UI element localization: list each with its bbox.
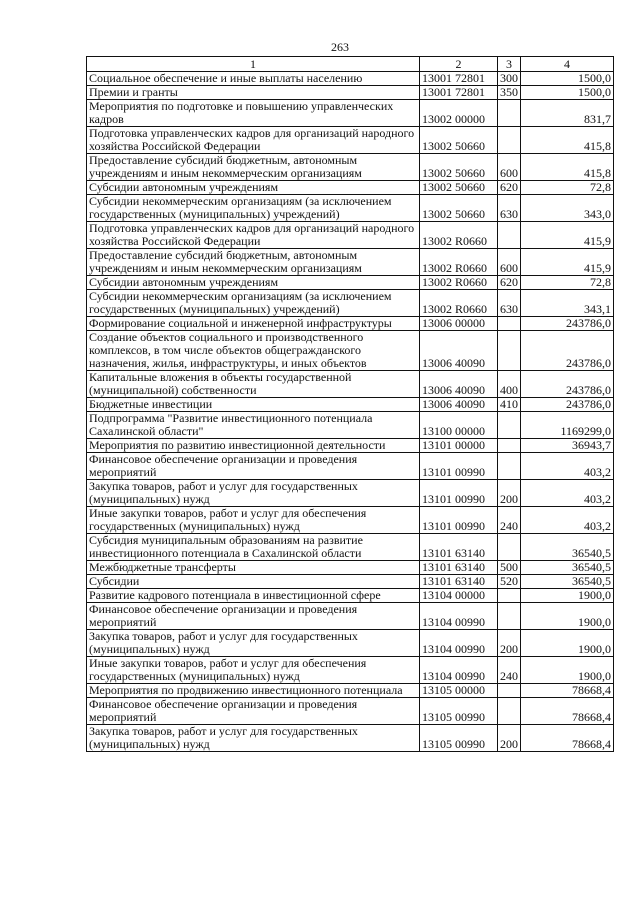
table-row — [87, 480, 614, 507]
row-name: Финансовое обеспечение организации и проведения мероприятий — [87, 603, 420, 630]
table-row — [87, 72, 614, 86]
table-row — [87, 561, 614, 575]
row-amount: 1900,0 — [521, 589, 614, 603]
row-amount: 1500,0 — [521, 86, 614, 100]
row-type: 200 — [498, 480, 521, 507]
row-amount: 415,8 — [521, 154, 614, 181]
row-name: Закупка товаров, работ и услуг для государственных (муниципальных) нужд — [87, 630, 420, 657]
row-name: Подготовка управленческих кадров для организаций народного хозяйства Российской Федерации — [87, 222, 420, 249]
row-code: 13006 40090 — [420, 398, 498, 412]
row-code: 13104 00990 — [420, 603, 498, 630]
row-type — [498, 589, 521, 603]
table-row — [87, 276, 614, 290]
row-code: 13006 00000 — [420, 317, 498, 331]
header-column-4: 4 — [521, 57, 614, 72]
row-type — [498, 127, 521, 154]
row-type — [498, 698, 521, 725]
row-code: 13001 72801 — [420, 86, 498, 100]
row-type: 620 — [498, 276, 521, 290]
header-column-2: 2 — [420, 57, 498, 72]
row-amount: 403,2 — [521, 480, 614, 507]
row-amount: 78668,4 — [521, 684, 614, 698]
row-code: 13101 00990 — [420, 453, 498, 480]
row-type — [498, 331, 521, 371]
row-amount: 1900,0 — [521, 657, 614, 684]
row-type: 350 — [498, 86, 521, 100]
row-type — [498, 684, 521, 698]
header-row — [87, 57, 614, 72]
row-name: Формирование социальной и инженерной инфраструктуры — [87, 317, 420, 331]
row-type: 600 — [498, 154, 521, 181]
table-row — [87, 575, 614, 589]
row-name: Иные закупки товаров, работ и услуг для обеспечения государственных (муниципальных) нужд — [87, 507, 420, 534]
table-row — [87, 181, 614, 195]
row-amount: 403,2 — [521, 507, 614, 534]
row-name: Закупка товаров, работ и услуг для государственных (муниципальных) нужд — [87, 480, 420, 507]
row-type: 620 — [498, 181, 521, 195]
row-code: 13101 00990 — [420, 480, 498, 507]
row-name: Закупка товаров, работ и услуг для государственных (муниципальных) нужд — [87, 725, 420, 752]
table-row — [87, 589, 614, 603]
row-code: 13105 00000 — [420, 684, 498, 698]
row-type — [498, 453, 521, 480]
row-type: 500 — [498, 561, 521, 575]
row-code: 13104 00990 — [420, 630, 498, 657]
row-code: 13002 00000 — [420, 100, 498, 127]
table-row — [87, 290, 614, 317]
row-amount: 36540,5 — [521, 534, 614, 561]
row-amount: 1900,0 — [521, 630, 614, 657]
row-amount: 78668,4 — [521, 725, 614, 752]
row-amount: 243786,0 — [521, 398, 614, 412]
row-amount: 1900,0 — [521, 603, 614, 630]
row-type: 600 — [498, 249, 521, 276]
row-name: Субсидии некоммерческим организациям (за исключением государственных (муниципальных) учреждений) — [87, 195, 420, 222]
row-type — [498, 100, 521, 127]
header-column-3: 3 — [498, 57, 521, 72]
budget-table — [86, 56, 614, 752]
row-name: Финансовое обеспечение организации и проведения мероприятий — [87, 453, 420, 480]
row-code: 13101 00000 — [420, 439, 498, 453]
row-name: Социальное обеспечение и иные выплаты населению — [87, 72, 420, 86]
row-code: 13001 72801 — [420, 72, 498, 86]
row-amount: 36540,5 — [521, 561, 614, 575]
row-name: Капитальные вложения в объекты государственной (муниципальной) собственности — [87, 371, 420, 398]
row-amount: 415,9 — [521, 249, 614, 276]
row-amount: 415,8 — [521, 127, 614, 154]
row-name: Бюджетные инвестиции — [87, 398, 420, 412]
row-code: 13100 00000 — [420, 412, 498, 439]
row-amount: 36943,7 — [521, 439, 614, 453]
row-name: Подпрограмма "Развитие инвестиционного потенциала Сахалинской области" — [87, 412, 420, 439]
table-row — [87, 630, 614, 657]
table-row — [87, 398, 614, 412]
row-name: Мероприятия по развитию инвестиционной деятельности — [87, 439, 420, 453]
table-row — [87, 507, 614, 534]
row-amount: 243786,0 — [521, 331, 614, 371]
row-amount: 72,8 — [521, 276, 614, 290]
row-name: Субсидии — [87, 575, 420, 589]
row-name: Премии и гранты — [87, 86, 420, 100]
row-name: Субсидии автономным учреждениям — [87, 276, 420, 290]
row-code: 13002 R0660 — [420, 249, 498, 276]
row-code: 13006 40090 — [420, 331, 498, 371]
row-code: 13002 50660 — [420, 127, 498, 154]
row-code: 13101 63140 — [420, 534, 498, 561]
row-code: 13101 63140 — [420, 575, 498, 589]
row-name: Мероприятия по подготовке и повышению управленческих кадров — [87, 100, 420, 127]
row-type — [498, 222, 521, 249]
table-row — [87, 439, 614, 453]
row-name: Финансовое обеспечение организации и проведения мероприятий — [87, 698, 420, 725]
row-name: Межбюджетные трансферты — [87, 561, 420, 575]
row-type: 200 — [498, 725, 521, 752]
row-type: 400 — [498, 371, 521, 398]
table-row — [87, 331, 614, 371]
row-name: Субсидии автономным учреждениям — [87, 181, 420, 195]
row-amount: 36540,5 — [521, 575, 614, 589]
row-type: 240 — [498, 507, 521, 534]
table-row — [87, 249, 614, 276]
row-amount: 1500,0 — [521, 72, 614, 86]
row-code: 13104 00000 — [420, 589, 498, 603]
table-row — [87, 195, 614, 222]
table-row — [87, 412, 614, 439]
table-row — [87, 317, 614, 331]
row-name: Иные закупки товаров, работ и услуг для обеспечения государственных (муниципальных) нужд — [87, 657, 420, 684]
table-row — [87, 86, 614, 100]
table-row — [87, 603, 614, 630]
row-amount: 78668,4 — [521, 698, 614, 725]
row-type: 520 — [498, 575, 521, 589]
row-code: 13105 00990 — [420, 725, 498, 752]
row-amount: 243786,0 — [521, 371, 614, 398]
row-type: 630 — [498, 290, 521, 317]
row-type — [498, 534, 521, 561]
row-type: 630 — [498, 195, 521, 222]
row-name: Подготовка управленческих кадров для организаций народного хозяйства Российской Федерации — [87, 127, 420, 154]
row-type — [498, 439, 521, 453]
header-column-1: 1 — [87, 57, 420, 72]
row-code: 13002 50660 — [420, 195, 498, 222]
table-row — [87, 127, 614, 154]
row-amount: 415,9 — [521, 222, 614, 249]
row-amount: 1169299,0 — [521, 412, 614, 439]
table-row — [87, 222, 614, 249]
row-name: Предоставление субсидий бюджетным, автономным учреждениям и иным некоммерческим организациям — [87, 249, 420, 276]
row-type: 410 — [498, 398, 521, 412]
row-type: 300 — [498, 72, 521, 86]
row-type — [498, 412, 521, 439]
table-body — [87, 72, 614, 752]
table-row — [87, 371, 614, 398]
row-code: 13105 00990 — [420, 698, 498, 725]
row-code: 13002 R0660 — [420, 290, 498, 317]
row-type: 200 — [498, 630, 521, 657]
row-name: Субсидия муниципальным образованиям на развитие инвестиционного потенциала в Сахалинской области — [87, 534, 420, 561]
table-row — [87, 725, 614, 752]
table-row — [87, 698, 614, 725]
table-row — [87, 154, 614, 181]
row-code: 13002 50660 — [420, 181, 498, 195]
row-name: Субсидии некоммерческим организациям (за исключением государственных (муниципальных) учреждений) — [87, 290, 420, 317]
row-amount: 343,0 — [521, 195, 614, 222]
row-type — [498, 603, 521, 630]
row-name: Развитие кадрового потенциала в инвестиционной сфере — [87, 589, 420, 603]
page-number: 263 — [331, 40, 349, 54]
row-code: 13101 00990 — [420, 507, 498, 534]
table-row — [87, 100, 614, 127]
row-name: Предоставление субсидий бюджетным, автономным учреждениям и иным некоммерческим организациям — [87, 154, 420, 181]
row-type: 240 — [498, 657, 521, 684]
row-amount: 343,1 — [521, 290, 614, 317]
row-code: 13002 50660 — [420, 154, 498, 181]
table-row — [87, 684, 614, 698]
row-code: 13002 R0660 — [420, 222, 498, 249]
row-code: 13101 63140 — [420, 561, 498, 575]
row-code: 13006 40090 — [420, 371, 498, 398]
row-amount: 72,8 — [521, 181, 614, 195]
table-row — [87, 453, 614, 480]
row-amount: 831,7 — [521, 100, 614, 127]
row-type — [498, 317, 521, 331]
row-code: 13104 00990 — [420, 657, 498, 684]
row-name: Создание объектов социального и производственного комплексов, в том числе объектов общегражданского назначения, жилья, инфраструктуры, и иных объектов — [87, 331, 420, 371]
table-row — [87, 534, 614, 561]
row-amount: 243786,0 — [521, 317, 614, 331]
table-row — [87, 657, 614, 684]
row-code: 13002 R0660 — [420, 276, 498, 290]
row-amount: 403,2 — [521, 453, 614, 480]
row-name: Мероприятия по продвижению инвестиционного потенциала — [87, 684, 420, 698]
